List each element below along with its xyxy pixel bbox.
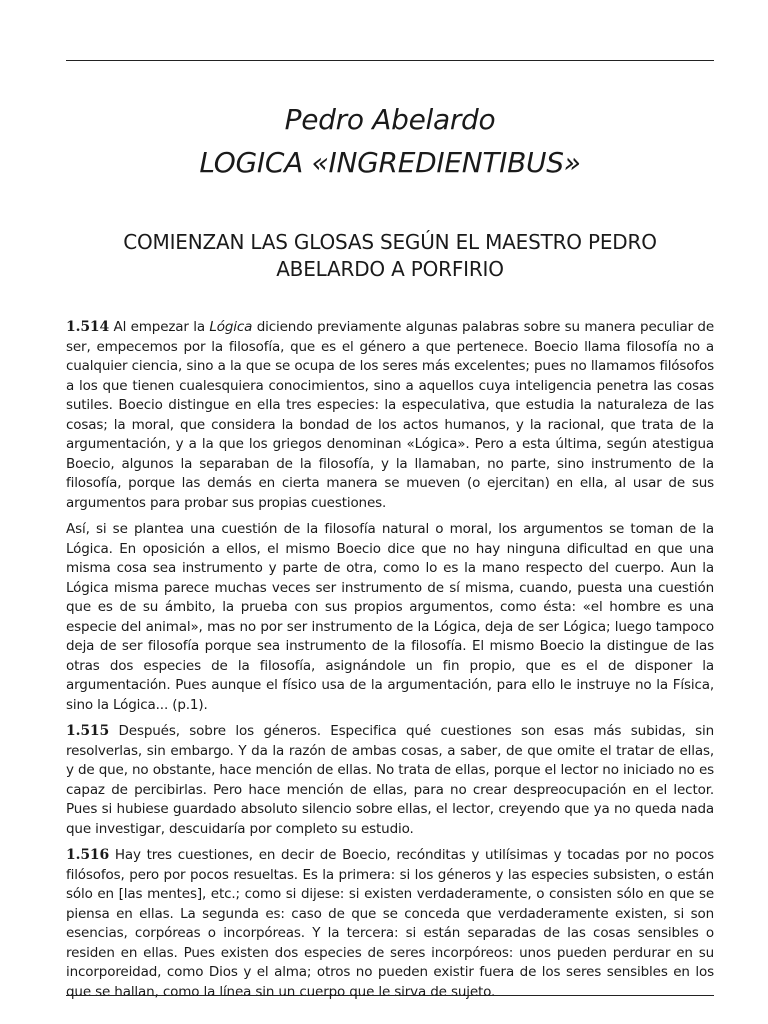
bottom-rule bbox=[66, 995, 714, 996]
paragraph-text: diciendo previamente algunas palabras sobre su manera peculiar de ser, empecemos por la filosofía, que es el género a que pertenece. Boecio llama filosofía no a cualquier ciencia, sino a la que se ocupa de los seres más excelentes; pues no llamamos filósofos a los que tienen cualesquiera conocimientos, sino a aquellos cuya inteligencia penetra las cosas sutiles. Boecio distingue en ella tres especies: la especulativa, que estudia la naturaleza de las cosas; la moral, que considera la bondad de los actos humanos, y la racional, que trata de la argumentación, y a la que los griegos denominan «Lógica». Pero a esta última, según atestigua Boecio, algunos la separaban de la filosofía, y la llamaban, no parte, sino instrumento de la filosofía, porque las demás en cierta manera se mueven (o ejercitan) en ella, al usar de sus argumentos para probar sus propias cuestiones. bbox=[66, 319, 714, 511]
paragraph-1515 bbox=[66, 722, 714, 839]
body-text bbox=[66, 318, 714, 1009]
title-block bbox=[66, 98, 714, 184]
top-rule bbox=[66, 60, 714, 61]
paragraph-continuation bbox=[66, 520, 714, 715]
paragraph-text: Al empezar la bbox=[109, 319, 210, 335]
section-heading-line-1: COMIENZAN LAS GLOSAS SEGÚN EL MAESTRO PEDRO bbox=[123, 230, 657, 254]
paragraph-text: Hay tres cuestiones, en decir de Boecio, recónditas y utilísimas y tocadas por no pocos filósofos, pero por pocos resueltas. Es la primera: si los géneros y las especies subsisten, o están sólo en [las mentes], etc.; como si dijese: si existen verdaderamente, o consisten sólo en que se piensa en ellas. La segunda es: caso de que se conceda que verdaderamente existen, si son esencias, corpóreas o incorpóreas. Y la tercera: si están separadas de las cosas sensibles o residen en ellas. Pues existen dos especies de seres incorpóreos: unos pueden perdurar en su incorporeidad, como Dios y el alma; otros no pueden existir fuera de los seres sensibles en los que se hallan, como la línea sin un cuerpo que le sirva de sujeto. bbox=[66, 847, 714, 1000]
paragraph-1516 bbox=[66, 846, 714, 1002]
paragraph-1514 bbox=[66, 318, 714, 513]
section-heading-line-2: ABELARDO A PORFIRIO bbox=[276, 257, 504, 281]
paragraph-number: 1.516 bbox=[66, 847, 110, 863]
author-name: Pedro Abelardo bbox=[284, 103, 496, 136]
section-heading bbox=[66, 229, 714, 283]
paragraph-text: Así, si se plantea una cuestión de la filosofía natural o moral, los argumentos se toman de la Lógica. En oposición a ellos, el mismo Boecio dice que no hay ninguna dificultad en que una misma cosa sea instrumento y parte de otra, como lo es la mano respecto del cuerpo. Aun la Lógica misma parece muchas veces ser instrumento de sí misma, cuando, puesta una cuestión que es de su ámbito, la prueba con sus propios argumentos, como ésta: «el hombre es una especie del animal», mas no por ser instrumento de la Lógica, deja de ser Lógica; luego tampoco deja de ser filosofía porque sea instrumento de la filosofía. El mismo Boecio la distingue de las otras dos especies de la filosofía, asignándole un fin propio, que es el de disponer la argumentación. Pues aunque el físico usa de la argumentación, para ello le instruye no la Física, sino la Lógica... (p.1). bbox=[66, 521, 714, 713]
paragraph-text: Después, sobre los géneros. Especifica qué cuestiones son esas más subidas, sin resolverlas, sin embargo. Y da la razón de ambas cosas, a saber, de que omite el tratar de ellas, y de que, no obstante, hace mención de ellas. No trata de ellas, porque el lector no iniciado no es capaz de percibirlas. Pero hace mención de ellas, para no crear despreocupación en el lector. Pues si hubiese guardado absoluto silencio sobre ellas, el lector, creyendo que ya no queda nada que investigar, descuidaría por completo su estudio. bbox=[66, 723, 714, 837]
paragraph-number: 1.514 bbox=[66, 319, 110, 335]
work-title: LOGICA «INGREDIENTIBUS» bbox=[199, 146, 581, 179]
paragraph-italic-term: Lógica bbox=[209, 319, 253, 335]
paragraph-number: 1.515 bbox=[66, 723, 110, 739]
